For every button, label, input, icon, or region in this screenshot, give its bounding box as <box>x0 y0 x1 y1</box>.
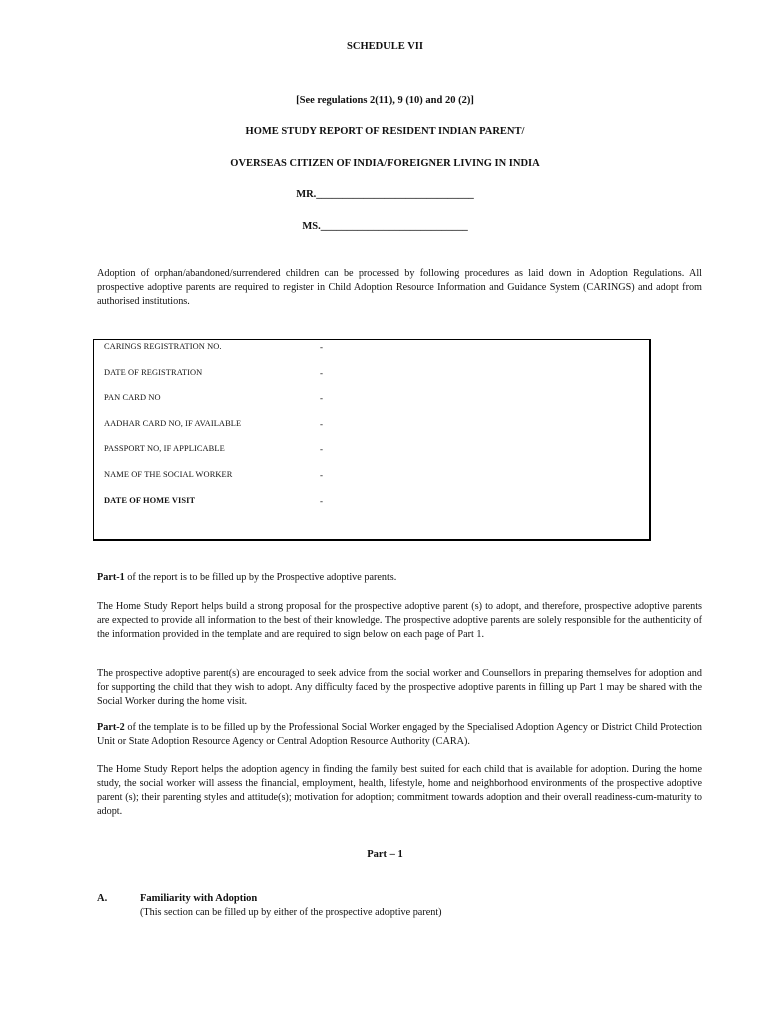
section-a-title: Familiarity with Adoption <box>140 893 258 904</box>
report-title-line1: HOME STUDY REPORT OF RESIDENT INDIAN PARENT/ <box>245 126 525 137</box>
part2-note-text: of the template is to be filled up by the Professional Social Worker engaged by the Specialised Adoption Agency or District Child Protection Unit or State Adoption Resource Agency or Central Adoption Resource Authority (CARA). <box>97 722 702 747</box>
field-label-aadhar-card: AADHAR CARD NO, IF AVAILABLE <box>104 419 242 428</box>
field-label-home-visit-date: DATE OF HOME VISIT <box>104 496 196 505</box>
section-a-subtitle: (This section can be filled up by either of the prospective adoptive parent) <box>140 907 442 918</box>
part1-note-text: of the report is to be filled up by the Prospective adoptive parents. <box>124 572 397 583</box>
field-value-carings-registration: - <box>320 342 323 352</box>
mr-name-field: MR.______________________________ <box>296 189 474 200</box>
advice-paragraph: The prospective adoptive parent(s) are encouraged to seek advice from the social worker and Counsellors in preparing themselves for adoption and for supporting the child that they wish to adopt. Any difficulty faced by the prospective adoptive parents in filling up Part 1 may be shared with the Social Worker during the home visit. <box>97 668 702 707</box>
part2-note <box>97 721 702 749</box>
registration-details-box <box>93 339 651 541</box>
field-value-passport: - <box>320 444 323 454</box>
field-value-social-worker: - <box>320 470 323 480</box>
part1-note <box>97 571 702 585</box>
field-label-pan-card: PAN CARD NO <box>104 393 161 402</box>
regulations-reference: [See regulations 2(11), 9 (10) and 20 (2)] <box>296 95 474 106</box>
field-value-home-visit-date: - <box>320 496 323 506</box>
agency-paragraph: The Home Study Report helps the adoption agency in finding the family best suited for each child that is available for adoption. During the home study, the social worker will assess the financial, employment, health, lifestyle, home and neighborhood environments of the prospective adoptive parent (s); their parenting styles and attitude(s); motivation for adoption; commitment towards adoption and their overall readiness-cum-maturity to adopt. <box>97 764 702 817</box>
field-value-date-of-registration: - <box>320 368 323 378</box>
field-value-aadhar-card: - <box>320 419 323 429</box>
ms-name-field: MS.____________________________ <box>302 221 468 232</box>
part2-note-label: Part-2 <box>97 722 125 733</box>
home-study-paragraph: The Home Study Report helps build a strong proposal for the prospective adoptive parent (s) to adopt, and therefore, prospective adoptive parents are expected to provide all information to the best of their knowledge. The prospective adoptive parents are solely responsible for the authenticity of the information provided in the template and are required to sign below on each page of Part 1. <box>97 601 702 640</box>
field-label-carings-registration: CARINGS REGISTRATION NO. <box>104 342 222 351</box>
intro-paragraph: Adoption of orphan/abandoned/surrendered children can be processed by following procedures as laid down in Adoption Regulations. All prospective adoptive parents are required to register in Child Adoption Resource Information and Guidance System (CARINGS) and adopt from authorised institutions. <box>97 268 702 307</box>
schedule-title: SCHEDULE VII <box>347 41 423 52</box>
part1-note-label: Part-1 <box>97 572 125 583</box>
field-label-passport: PASSPORT NO, IF APPLICABLE <box>104 444 225 453</box>
part1-heading: Part – 1 <box>367 849 403 860</box>
section-a-letter: A. <box>97 893 108 904</box>
field-value-pan-card: - <box>320 393 323 403</box>
field-label-date-of-registration: DATE OF REGISTRATION <box>104 368 203 377</box>
report-title-line2: OVERSEAS CITIZEN OF INDIA/FOREIGNER LIVING IN INDIA <box>230 158 540 169</box>
field-label-social-worker: NAME OF THE SOCIAL WORKER <box>104 470 233 479</box>
